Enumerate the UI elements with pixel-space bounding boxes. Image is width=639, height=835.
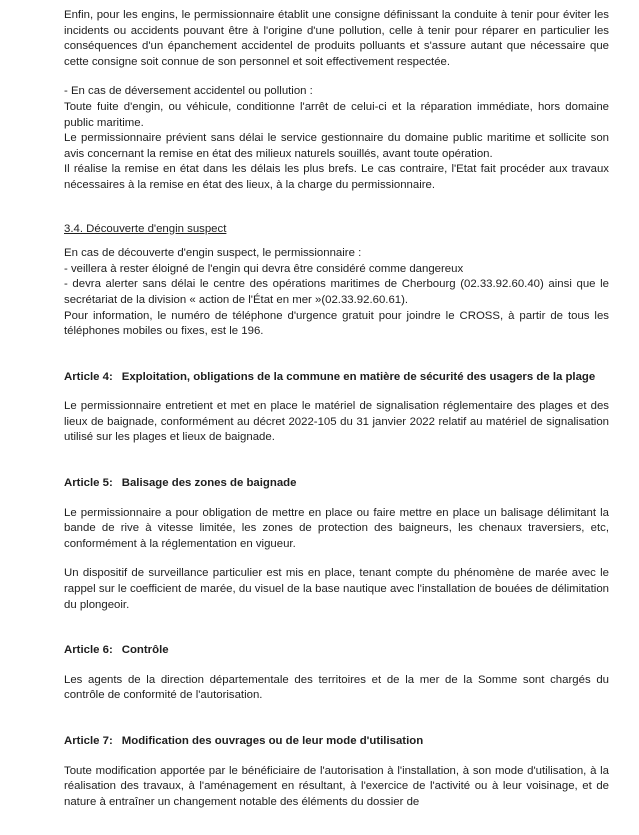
article-5-body-1: Le permissionnaire a pour obligation de mettre en place ou faire mettre en place un balisage délimitant la bande de rive à vitesse limitée, les zones de protection des baigneurs, les chenaux traversiers, etc, conformément à la réglementation en vigueur. xyxy=(64,506,609,550)
article-5-heading xyxy=(64,476,609,492)
article-4-heading xyxy=(64,370,609,386)
section-3-4-item-2: - devra alerter sans délai le centre des opérations maritimes de Cherbourg (02.33.92.60.40) ainsi que le secrétariat de la division « action de l'État en mer »(02.33.92.60.61). xyxy=(64,278,609,306)
article-5-title: Balisage des zones de baignade xyxy=(121,477,297,490)
paragraph-deversement-title: - En cas de déversement accidentel ou pollution : xyxy=(64,85,313,98)
article-6-title: Contrôle xyxy=(121,644,169,657)
article-7-body: Toute modification apportée par le bénéficiaire de l'autorisation à l'installation, à son mode d'utilisation, à la réalisation des travaux, à l'aménagement en résultant, à l'exercice de l'activité ou à leur voisinage, et de nature à entraîner un changement notable des éléments du dossier de xyxy=(64,764,609,808)
section-3-4-heading: 3.4. Découverte d'engin suspect xyxy=(64,222,227,235)
article-5-body-2: Un dispositif de surveillance particulier est mis en place, tenant compte du phénomène de marée avec le rappel sur le coefficient de marée, du visuel de la base nautique avec l'installation de bouées de délimitation du plongeoir. xyxy=(64,567,609,611)
paragraph-consigne-engins: Enfin, pour les engins, le permissionnaire établit une consigne définissant la conduite à tenir pour éviter les incidents ou accidents pouvant être à l'origine d'une pollution, celle à tenir pour réparer en particulier les conséquences d'un épanchement accidentel de produits polluants et s'assure autant que nécessaire que cette consigne soit connue de son personnel et soit effectivement respectée. xyxy=(64,9,609,68)
article-7-heading xyxy=(64,734,609,750)
article-4-title: Exploitation, obligations de la commune en matière de sécurité des usagers de la plage xyxy=(121,370,596,383)
article-6-heading xyxy=(64,643,609,659)
article-6-number: Article 6: xyxy=(64,644,113,657)
article-7-title: Modification des ouvrages ou de leur mode d'utilisation xyxy=(121,735,424,747)
paragraph-remise-en-etat: Il réalise la remise en état dans les délais les plus brefs. Le cas contraire, l'Etat fait procéder aux travaux nécessaires à la remise en état des lieux, à la charge du permissionnaire. xyxy=(64,163,609,191)
article-5-number: Article 5: xyxy=(64,477,113,490)
paragraph-deversement-body: Toute fuite d'engin, ou véhicule, conditionne l'arrêt de celui-ci et la réparation immédiate, hors domaine public maritime. xyxy=(64,100,609,129)
article-4-number: Article 4: xyxy=(64,370,113,383)
article-4-body: Le permissionnaire entretient et met en place le matériel de signalisation réglementaire des plages et des lieux de baignade, conformément au décret 2022-105 du 31 janvier 2022 relatif au matériel de signalisation utilisé sur les plages et lieux de baignade. xyxy=(64,400,609,444)
section-3-4-item-1: - veillera à rester éloigné de l'engin qui devra être considéré comme dangereux xyxy=(64,262,464,275)
article-6-body: Les agents de la direction départementale des territoires et de la mer de la Somme sont chargés du contrôle de conformité de l'autorisation. xyxy=(64,673,609,702)
section-3-4-intro: En cas de découverte d'engin suspect, le permissionnaire : xyxy=(64,247,362,260)
paragraph-prevention-service: Le permissionnaire prévient sans délai le service gestionnaire du domaine public maritime et sollicite son avis concernant la remise en état des milieux naturels souillés, avant toute opération. xyxy=(64,132,609,160)
article-7-number: Article 7: xyxy=(64,735,113,747)
section-3-4-info: Pour information, le numéro de téléphone d'urgence gratuit pour joindre le CROSS, à partir de tous les téléphones mobiles ou fixes, est le 196. xyxy=(64,309,609,338)
